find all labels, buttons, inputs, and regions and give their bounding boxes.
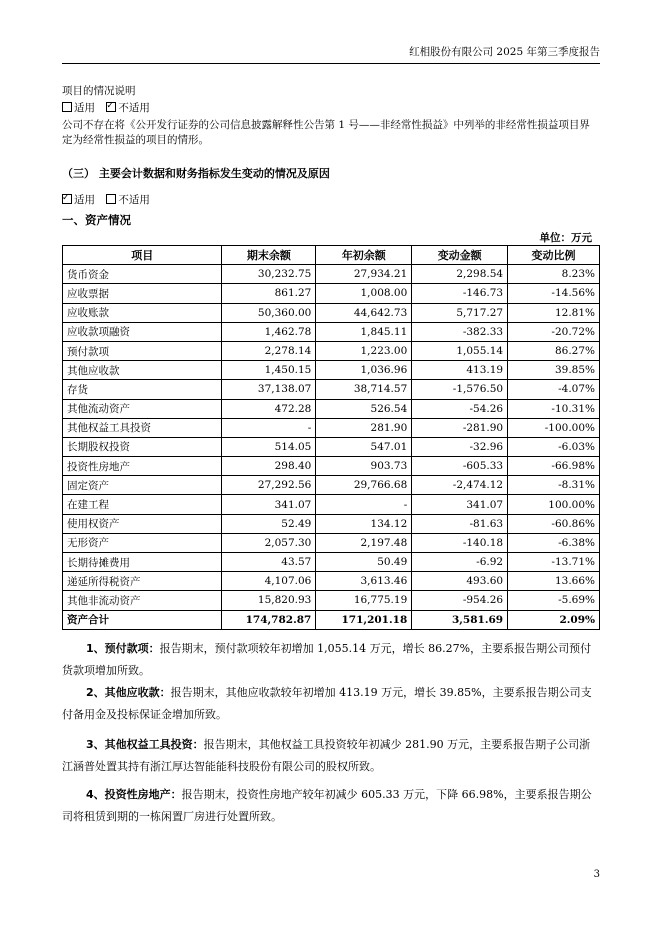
note-paragraph [62,784,600,828]
total-cell: 2.09% [508,610,600,629]
value-cell: 8.23% [508,265,600,284]
value-cell: 1,055.14 [412,341,508,360]
value-cell: - [316,495,412,514]
value-cell: 52.49 [222,514,316,533]
page-number: 3 [593,869,600,880]
value-cell: -6.38% [508,533,600,552]
non-recurring-statement: 公司不存在将《公开发行证券的公司信息披露解释性公告第 1 号——非经常性损益》中列举的非经常性损益项目界定为经常性损益的项目的情形。 [62,119,590,146]
table-row [63,591,600,610]
value-cell: 16,775.19 [316,591,412,610]
value-cell: -14.56% [508,284,600,303]
row-label: 固定资产 [63,476,222,495]
value-cell: -4.07% [508,380,600,399]
value-cell: 134.12 [316,514,412,533]
column-header: 变动金额 [412,246,508,265]
row-label: 货币资金 [63,265,222,284]
value-cell: -605.33 [412,457,508,476]
value-cell: -66.98% [508,457,600,476]
value-cell: -382.33 [412,322,508,341]
note-title: 4、投资性房地产： [86,788,182,801]
total-cell: 3,581.69 [412,610,508,629]
table-row [63,514,600,533]
value-cell: 27,292.56 [222,476,316,495]
value-cell: -60.86% [508,514,600,533]
value-cell: 38,714.57 [316,380,412,399]
table-header-row [63,246,600,265]
value-cell: 3,613.46 [316,572,412,591]
value-cell: 493.60 [412,572,508,591]
table-row [63,322,600,341]
report-header-title: 红相股份有限公司 2025 年第三季度报告 [409,46,600,58]
total-label: 资产合计 [63,610,222,629]
note-text: 报告期末，其他应收款较年初增加 413.19 万元，增长 39.85%，主要系报告期公司支付备用金及投标保证金增加所致。 [62,686,592,721]
row-label: 其他非流动资产 [63,591,222,610]
row-label: 其他流动资产 [63,399,222,418]
row-label: 应收款项融资 [63,322,222,341]
section-heading: （三） 主要会计数据和财务指标发生变动的情况及原因 [62,167,330,180]
table-row [63,437,600,456]
row-label: 无形资产 [63,533,222,552]
checkbox-not-applicable-checked-icon [106,102,116,112]
note-paragraph [62,734,600,778]
table-row [63,399,600,418]
value-cell: 2,197.48 [316,533,412,552]
value-cell: -1,576.50 [412,380,508,399]
explanation-label: 项目的情况说明 [62,85,136,97]
value-cell: 12.81% [508,303,600,322]
checkbox-applicable-unchecked-icon [62,102,72,112]
asset-table [62,245,600,630]
row-label: 应收账款 [63,303,222,322]
value-cell: 43.57 [222,553,316,572]
option-not-applicable-label: 不适用 [118,102,150,114]
value-cell: 13.66% [508,572,600,591]
column-header: 项目 [63,246,222,265]
column-header: 期末余额 [222,246,316,265]
value-cell: 472.28 [222,399,316,418]
table-row [63,380,600,399]
total-cell: 171,201.18 [316,610,412,629]
value-cell: -81.63 [412,514,508,533]
table-row [63,341,600,360]
note-title: 1、预付款项： [86,642,160,655]
value-cell: 50.49 [316,553,412,572]
value-cell: 27,934.21 [316,265,412,284]
value-cell: -54.26 [412,399,508,418]
value-cell: 4,107.06 [222,572,316,591]
option-not-applicable-label: 不适用 [118,194,150,206]
value-cell: -146.73 [412,284,508,303]
table-row [63,572,600,591]
note-title: 2、其他应收款： [86,686,171,699]
value-cell: 861.27 [222,284,316,303]
value-cell: 44,642.73 [316,303,412,322]
value-cell: 100.00% [508,495,600,514]
row-label: 长期待摊费用 [63,553,222,572]
row-label: 投资性房地产 [63,457,222,476]
value-cell: 1,845.11 [316,322,412,341]
value-cell: 39.85% [508,361,600,380]
value-cell: -8.31% [508,476,600,495]
value-cell: 1,008.00 [316,284,412,303]
option-applicable-label: 适用 [74,194,95,206]
value-cell: -954.26 [412,591,508,610]
table-row [63,284,600,303]
option-applicable-label: 适用 [74,102,95,114]
value-cell: -140.18 [412,533,508,552]
table-row [63,457,600,476]
value-cell: 86.27% [508,341,600,360]
note-paragraph [62,682,600,726]
value-cell: 514.05 [222,437,316,456]
value-cell: -6.92 [412,553,508,572]
value-cell: 547.01 [316,437,412,456]
row-label: 在建工程 [63,495,222,514]
checkbox-not-applicable-unchecked-icon [106,194,116,204]
header-divider [62,63,600,64]
value-cell: - [222,418,316,437]
checkbox-applicable-checked-icon [62,194,72,204]
value-cell: 1,462.78 [222,322,316,341]
note-text: 报告期末，投资性房地产较年初减少 605.33 万元，下降 66.98%，主要系报告期公司将租赁到期的一栋闲置厂房进行处置所致。 [62,788,592,823]
applicability-options-1 [62,101,150,116]
value-cell: -20.72% [508,322,600,341]
value-cell: -6.03% [508,437,600,456]
table-row [63,265,600,284]
value-cell: -5.69% [508,591,600,610]
asset-subheading: 一、资产情况 [62,213,131,227]
table-row [63,533,600,552]
value-cell: 30,232.75 [222,265,316,284]
table-row [63,418,600,437]
value-cell: 15,820.93 [222,591,316,610]
value-cell: 1,036.96 [316,361,412,380]
value-cell: 37,138.07 [222,380,316,399]
column-header: 年初余额 [316,246,412,265]
value-cell: 5,717.27 [412,303,508,322]
value-cell: -32.96 [412,437,508,456]
applicability-options-2 [62,193,150,208]
table-total-row [63,610,600,629]
note-title: 3、其他权益工具投资： [86,738,204,751]
value-cell: -10.31% [508,399,600,418]
row-label: 其他应收款 [63,361,222,380]
note-paragraph [62,638,600,682]
value-cell: 341.07 [222,495,316,514]
row-label: 长期股权投资 [63,437,222,456]
row-label: 预付款项 [63,341,222,360]
row-label: 其他权益工具投资 [63,418,222,437]
value-cell: -2,474.12 [412,476,508,495]
value-cell: -281.90 [412,418,508,437]
value-cell: 1,450.15 [222,361,316,380]
unit-label: 单位：万元 [539,232,592,244]
value-cell: 298.40 [222,457,316,476]
value-cell: -13.71% [508,553,600,572]
value-cell: 413.19 [412,361,508,380]
value-cell: 2,298.54 [412,265,508,284]
value-cell: 50,360.00 [222,303,316,322]
value-cell: 29,766.68 [316,476,412,495]
note-text: 报告期末，预付款项较年初增加 1,055.14 万元，增长 86.27%，主要系报告期公司预付货款项增加所致。 [62,642,592,677]
row-label: 递延所得税资产 [63,572,222,591]
table-row [63,495,600,514]
row-label: 使用权资产 [63,514,222,533]
value-cell: 526.54 [316,399,412,418]
note-text: 报告期末，其他权益工具投资较年初减少 281.90 万元，主要系报告期子公司浙江涵普处置其持有浙江厚达智能能科技股份有限公司的股权所致。 [62,738,591,773]
value-cell: 341.07 [412,495,508,514]
table-row [63,553,600,572]
value-cell: 281.90 [316,418,412,437]
row-label: 存货 [63,380,222,399]
total-cell: 174,782.87 [222,610,316,629]
value-cell: 2,278.14 [222,341,316,360]
table-row [63,361,600,380]
column-header: 变动比例 [508,246,600,265]
value-cell: 2,057.30 [222,533,316,552]
row-label: 应收票据 [63,284,222,303]
table-row [63,476,600,495]
value-cell: 1,223.00 [316,341,412,360]
value-cell: -100.00% [508,418,600,437]
value-cell: 903.73 [316,457,412,476]
table-row [63,303,600,322]
